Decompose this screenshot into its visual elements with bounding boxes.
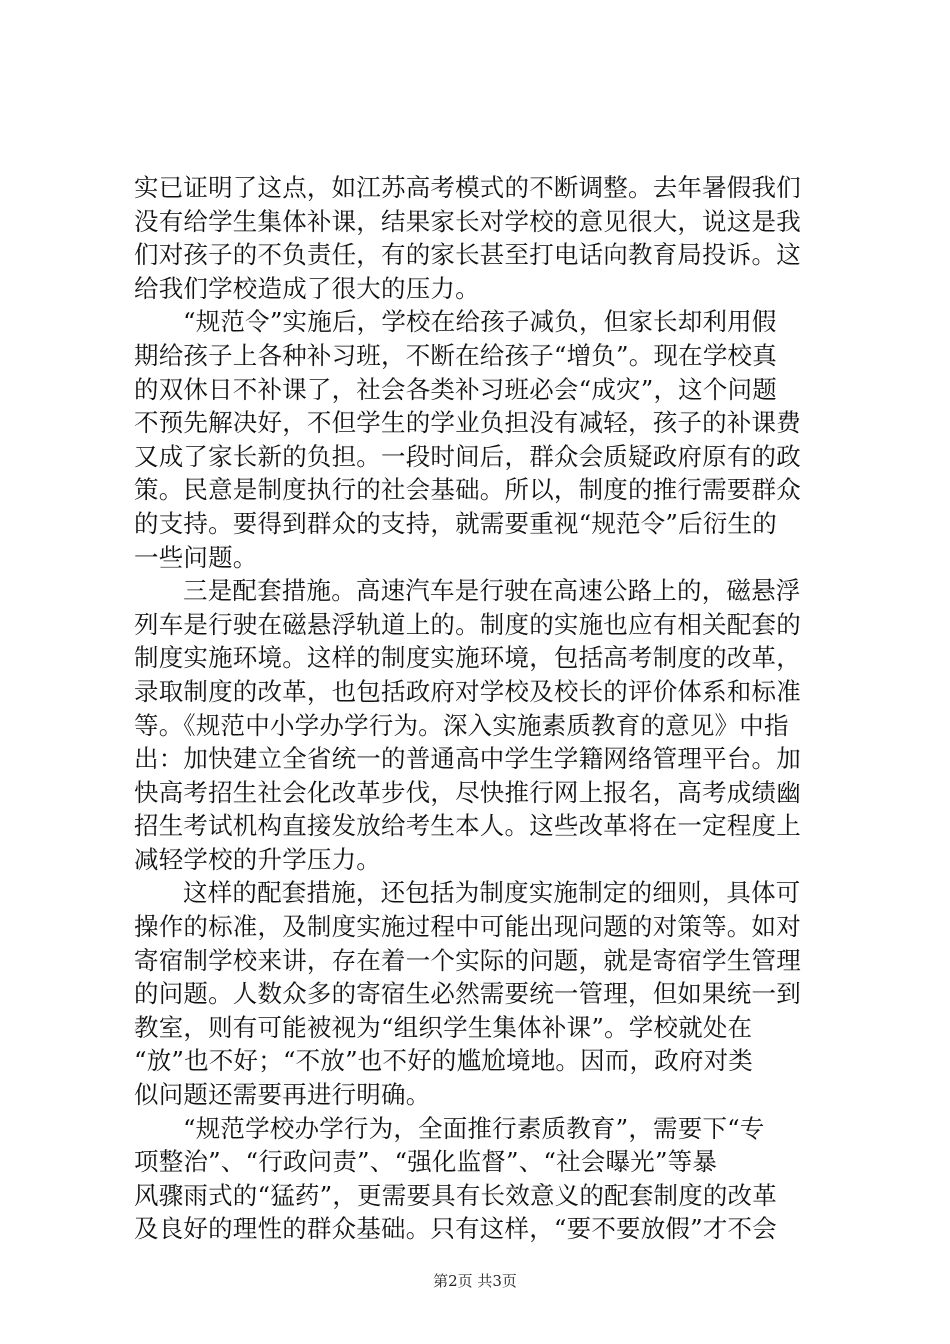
- text-line: 这样的配套措施，还包括为制度实施制定的细则，具体可: [183, 878, 801, 908]
- text-line: 们对孩子的不负责任，有的家长甚至打电话向教育局投诉。这: [134, 240, 801, 270]
- text-line: 又成了家长新的负担。一段时间后，群众会质疑政府原有的政: [134, 441, 801, 471]
- body-text: [134, 171, 834, 1246]
- text-line: 似问题还需要再进行明确。: [134, 1080, 431, 1110]
- text-line: 及良好的理性的群众基础。只有这样，“要不要放假”才不会: [134, 1214, 777, 1244]
- text-line: 出：加快建立全省统一的普通高中学生学籍网络管理平台。加: [134, 744, 801, 774]
- text-line: 的问题。人数众多的寄宿生必然需要统一管理，但如果统一到: [134, 979, 801, 1009]
- text-line: 的双休日不补课了，社会各类补习班必会“成灾”，这个问题: [134, 374, 777, 404]
- text-line: “规范学校办学行为，全面推行素质教育”，需要下“专: [183, 1113, 765, 1143]
- text-line: 一些问题。: [134, 542, 258, 572]
- text-line: 风骤雨式的“猛药”，更需要具有长效意义的配套制度的改革: [134, 1180, 777, 1210]
- text-line: 项整治”、“行政问责”、“强化监督”、“社会曝光”等暴: [134, 1147, 718, 1177]
- text-line: 操作的标准，及制度实施过程中可能出现问题的对策等。如对: [134, 912, 801, 942]
- text-line: 招生考试机构直接发放给考生本人。这些改革将在一定程度上: [134, 811, 801, 841]
- text-line: 制度实施环境。这样的制度实施环境，包括高考制度的改革，: [134, 643, 801, 673]
- page-footer: 第2页 共3页: [433, 1272, 517, 1290]
- text-line: 没有给学生集体补课，结果家长对学校的意见很大，说这是我: [134, 206, 801, 236]
- text-line: 录取制度的改革，也包括政府对学校及校长的评价体系和标准: [134, 676, 801, 706]
- text-line: 不预先解决好，不但学生的学业负担没有减轻，孩子的补课费: [134, 408, 801, 438]
- text-line: 教室，则有可能被视为“组织学生集体补课”。学校就处在: [134, 1012, 753, 1042]
- text-line: 实已证明了这点，如江苏高考模式的不断调整。去年暑假我们: [134, 173, 801, 202]
- text-line: 快高考招生社会化改革步伐，尽快推行网上报名，高考成绩幽: [134, 777, 801, 807]
- text-line: 给我们学校造成了很大的压力。: [134, 273, 480, 303]
- text-line: 策。民意是制度执行的社会基础。所以，制度的推行需要群众: [134, 475, 801, 505]
- text-line: 等。《规范中小学办学行为。深入实施素质教育的意见》中指: [134, 710, 789, 740]
- text-line: 三是配套措施。高速汽车是行驶在高速公路上的，磁悬浮: [183, 576, 801, 606]
- text-line: 的支持。要得到群众的支持，就需要重视“规范令”后衍生的: [134, 508, 777, 538]
- text-line: “规范令”实施后，学校在给孩子减负，但家长却利用假: [183, 307, 777, 337]
- text-line: 寄宿制学校来讲，存在着一个实际的问题，就是寄宿学生管理: [134, 945, 801, 975]
- text-line: 期给孩子上各种补习班，不断在给孩子“增负”。现在学校真: [134, 340, 777, 370]
- text-line: “放”也不好；“不放”也不好的尴尬境地。因而，政府对类: [134, 1046, 753, 1076]
- text-line: 减轻学校的升学压力。: [134, 844, 381, 874]
- text-line: 列车是行驶在磁悬浮轨道上的。制度的实施也应有相关配套的: [134, 609, 801, 639]
